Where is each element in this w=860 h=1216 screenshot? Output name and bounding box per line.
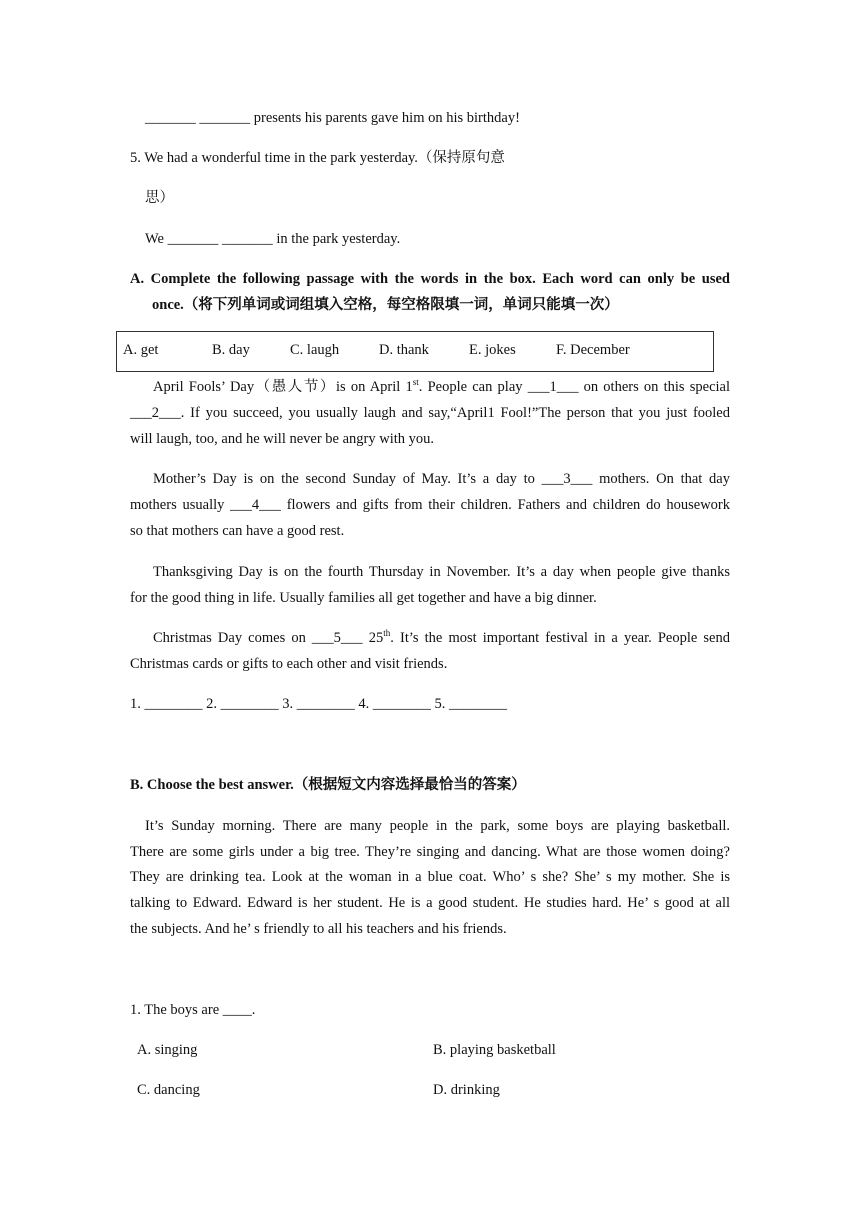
section-a-title: A. Complete the following passage with the words in the box. Each word can only be used [130,271,730,287]
section-b-title: B. Choose the best answer.（根据短文内容选择最恰当的答案） [130,777,526,793]
word-option: A. get [123,342,159,358]
passage-line: so that mothers can have a good rest. [130,523,345,539]
passage-line: will laugh, too, and he will never be angry with you. [130,431,435,447]
passage-line: Christmas cards or gifts to each other and visit friends. [130,656,448,672]
passage-line: Christmas Day comes on ___5___ 25th. It’s the most important festival in a year. People send [153,628,730,646]
passage-line: There are some girls under a big tree. They’re singing and dancing. What are those women doing? [130,844,730,860]
word-option: D. thank [379,342,429,358]
q5-sentence: 5. We had a wonderful time in the park yesterday.（保持原句意 [130,150,505,166]
passage-line: April Fools’ Day（愚人节）is on April 1st. People can play ___1___ on others on this special [153,377,731,395]
q5-rewrite: We _______ _______ in the park yesterday. [145,231,401,247]
q4-continuation: _______ _______ presents his parents gave him on his birthday! [145,110,520,126]
choice-c: C. dancing [137,1082,200,1098]
word-option: B. day [212,342,250,358]
word-box [116,331,714,372]
passage-line: It’s Sunday morning. There are many people in the park, some boys are playing basketball. [145,818,730,834]
passage-line: They are drinking tea. Look at the woman in a blue coat. Who’ s she? She’ s my mother. She is [130,869,730,885]
passage-line: for the good thing in life. Usually families all get together and have a big dinner. [130,590,597,606]
word-option: E. jokes [469,342,516,358]
q5-sentence-cont: 思） [145,190,174,206]
passage-line: the subjects. And he’ s friendly to all his teachers and his friends. [130,921,507,937]
passage-line: Thanksgiving Day is on the fourth Thursday in November. It’s a day when people give thanks [153,564,730,580]
word-option: F. December [556,342,630,358]
word-option: C. laugh [290,342,340,358]
passage-line: Mother’s Day is on the second Sunday of May. It’s a day to ___3___ mothers. On that day [153,471,730,487]
answer-blanks: 1. ________ 2. ________ 3. ________ 4. ________ 5. ________ [130,696,507,712]
choice-b: B. playing basketball [433,1042,556,1058]
choice-a: A. singing [137,1042,198,1058]
choice-d: D. drinking [433,1082,500,1098]
section-a-title-cont: once.（将下列单词或词组填入空格，每空格限填一词，单词只能填一次） [152,297,619,313]
passage-line: ___2___. If you succeed, you usually laugh and say,“April1 Fool!”The person that you just fooled [130,405,730,421]
question-stem: 1. The boys are ____. [130,1002,256,1018]
passage-line: talking to Edward. Edward is her student. He is a good student. He studies hard. He’ s good at all [130,895,730,911]
passage-line: mothers usually ___4___ flowers and gifts from their children. Fathers and children do housework [130,497,730,513]
